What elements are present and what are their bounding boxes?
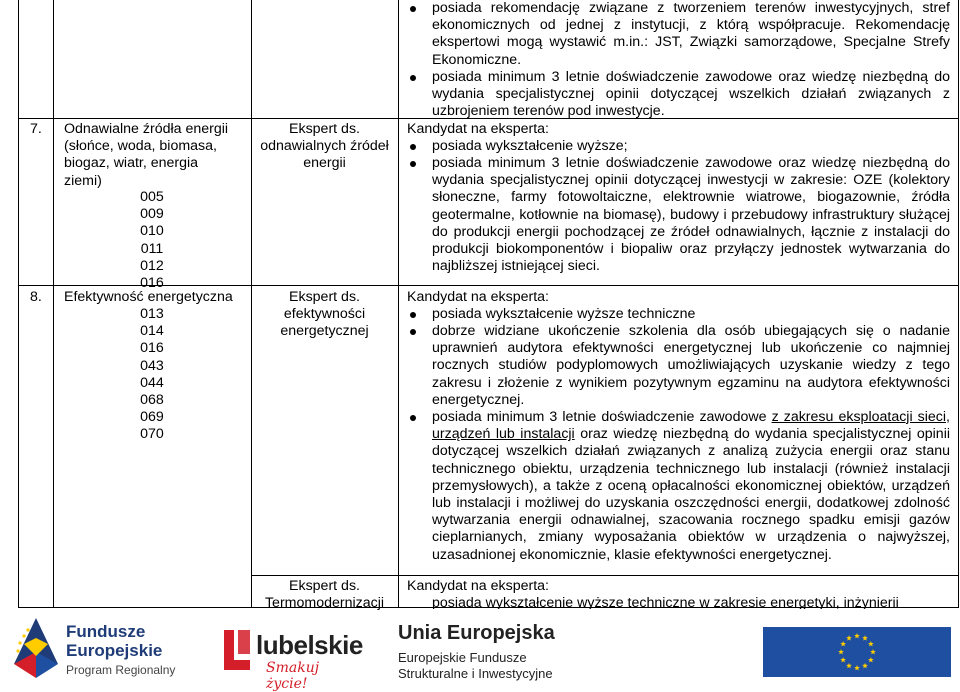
- candidate-heading: Kandydat na eksperta:: [407, 289, 549, 305]
- candidate-heading: Kandydat na eksperta:: [407, 121, 549, 137]
- fe-line2: Europejskie: [66, 641, 163, 660]
- lubelskie-mark-icon: [220, 626, 256, 674]
- expert-title: Ekspert ds. odnawialnych źródeł energii: [260, 121, 389, 172]
- table-col-divider: [53, 0, 54, 608]
- requirement-bullet: posiada rekomendację związane z tworzeniem terenów inwestycyjnych, stref ekonomicznych od jednej z instytucji, z którą współpracuje. Rekomendację ekspertowi mogą wystawić m.in.: JST, Związki samorządowe, Specjalne Strefy Ekonomiczne.: [432, 0, 950, 68]
- ue-line2: Strukturalne i Inwestycyjne: [398, 666, 553, 681]
- funding-logos-footer: [0, 612, 960, 692]
- requirement-bullet: posiada wykształcenie wyższe techniczne: [432, 306, 950, 323]
- unia-europejska-logo: [398, 620, 630, 680]
- requirement-bullet: dobrze widziane ukończenie szkolenia dla osób ubiegających się o nadanie uprawnień audytora efektywności energetycznej lub ukończenie co najmniej rocznych studiów podyplomowych umożliwiających uzyskanie wiedzy z tego zakresu i złożenie z wynikiem pozytywnym egzaminu na audytora efektywności energetycznej.: [432, 323, 950, 408]
- eu-flag-icon: [763, 627, 951, 677]
- expert-title: Ekspert ds. Termomodernizacji: [264, 578, 385, 612]
- ue-line1: Europejskie Fundusze: [398, 650, 527, 665]
- row-divider: [251, 575, 959, 576]
- requirement-bullet: posiada wykształcenie wyższe;: [432, 138, 950, 155]
- code-list: 013 014 016 043 044 068 069 070: [140, 306, 164, 443]
- table-border-right: [958, 0, 959, 608]
- lubelskie-logo: [220, 624, 363, 692]
- row-number: 7.: [30, 121, 42, 137]
- requirement-bullet: posiada minimum 3 letnie doświadczenie zawodowe z zakresu eksploatacji sieci, urządzeń lub instalacji oraz wiedzę niezbędną do wydania specjalistycznej opinii dotyczącej wszelkich działań związanych z analizą zużycia energii oraz stanu technicznego obiektu, urządzenia technicznego lub instalacji (również instalacji przemysłowych), a także z oceną opłacalności ekonomicznej obiektów, urządzeń lub instalacji i możliwej do uzyskania oszczędności energii, dodatkowej zdolność wytwarzania energii odnawialnej, szacowania rocznego spadku emisji gazów cieplarnianych, zmiany wyposażania obiektów w urządzenia o najwyższej, uzasadnionej ekonomicznie, klasie efektywności energetycznej.: [432, 409, 951, 563]
- row-title: Odnawialne źródła energii (słońce, woda, biomasa, biogaz, wiatr, energia ziemi): [64, 121, 229, 189]
- fe-line1: Fundusze: [66, 622, 146, 641]
- table-col-divider: [398, 0, 399, 608]
- fundusze-europejskie-logo: [10, 616, 190, 680]
- table-border-left: [18, 0, 19, 608]
- fe-line3: Program Regionalny: [66, 663, 176, 677]
- row-title: Efektywność energetyczna: [64, 289, 233, 305]
- code-list: 005 009 010 011 012 016: [140, 189, 164, 292]
- requirement-bullet: posiada minimum 3 letnie doświadczenie zawodowe oraz wiedzę niezbędną do wydania specjalistycznej opinii dotyczącej inwestycji w zakresie: OZE (kolektory słoneczne, farmy fotowoltaiczne, elektrownie wiatrowe, biogazownie, źródła geotermalne, kotłownie na biomasę), budowy i przebudowy infrastruktury służącej do produkcji energii pochodzącej ze źródeł odnawialnych, łącznie z instalacji do produkcji biokomponentów i biopaliw oraz przyłączy jednostek wytwarzania do najbliższej istniejącej sieci.: [432, 155, 950, 275]
- lubelskie-name: lubelskie: [256, 630, 363, 660]
- requirement-bullet: posiada minimum 3 letnie doświadczenie zawodowe oraz wiedzę niezbędną do wydania specjalistycznej opinii dotyczącej wszelkich działań związanych z uzbrojeniem terenów pod inwestycje.: [432, 69, 950, 120]
- ue-title: Unia Europejska: [398, 622, 555, 644]
- row-number: 8.: [30, 289, 42, 305]
- requirement-bullet: posiada wykształcenie wyższe techniczne w zakresie energetyki, inżynierii: [432, 595, 950, 609]
- candidate-heading: Kandydat na eksperta:: [407, 578, 549, 594]
- expert-title: Ekspert ds. efektywności energetycznej: [280, 289, 369, 340]
- lubelskie-slogan: Smakuj życie!: [266, 660, 320, 692]
